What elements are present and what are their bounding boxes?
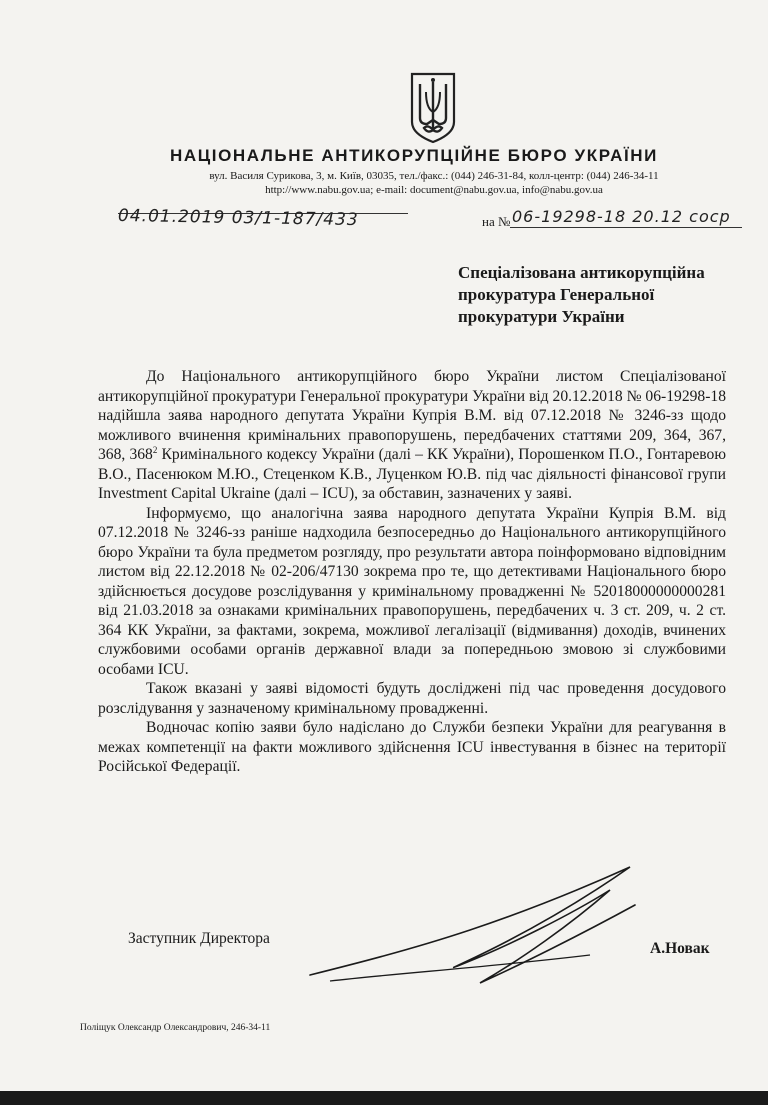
paragraph-text: До Національного антикорупційного бюро України листом Спеціалізованої антикорупційної прокуратури Генеральної прокуратури України від 20.12.2018 № 06-19298-18 надійшла заява народного депутата України Купрія В.М. від 07.12.2018 № 3246-зз щодо можливого вчинення кримінальних правопорушень, передбачених статтями 209, 364, 367, 368, 368	[98, 368, 726, 463]
reply-number-handwritten: 06-19298-18 20.12 соср	[512, 207, 731, 226]
addressee-line: прокуратури України	[458, 307, 625, 326]
body-paragraph: Також вказані у заяві відомості будуть досліджені під час проведення досудового розслідування у зазначеному кримінальному провадженні.	[98, 680, 726, 717]
reply-number-label: на №	[482, 214, 511, 229]
handwritten-signature	[290, 855, 650, 1005]
body-paragraph	[98, 367, 726, 504]
addressee-line: Спеціалізована антикорупційна	[458, 263, 705, 282]
letter-body	[98, 367, 726, 777]
paragraph-text: Кримінального кодексу України (далі – КК України), Порошенком П.О., Гонтаревою В.О., Пасенюком М.Ю., Стеценком К.В., Луценком Ю.В. під час діяльності фінансової групи Investment Capital Ukraine (далі – ICU), за обставин, зазначених у заяві.	[98, 446, 726, 502]
body-paragraph: Водночас копію заяви було надіслано до Служби безпеки України для реагування в межах компетенції на факти можливого здійснення ICU інвестування в бізнес на території Російської Федерації.	[98, 719, 726, 775]
addressee-block	[458, 262, 758, 328]
outgoing-number-handwritten: 04.01.2019 03/1-187/433	[117, 205, 359, 231]
executor-info: Поліщук Олександр Олександрович, 246-34-11	[80, 1023, 271, 1033]
organization-address	[0, 169, 768, 197]
body-paragraph: Інформуємо, що аналогічна заява народного депутата України Купрія В.М. від 07.12.2018 № 3246-зз раніше надходила безпосередньо до Національного антикорупційного бюро України та була предметом розгляду, про результати автора поінформовано відповідним листом від 22.12.2018 № 02-206/47130 зокрема про те, що детективами Національного бюро здійснюється досудове розслідування у кримінальному провадженні № 52018000000000281 від 21.03.2018 за ознаками кримінальних правопорушень, передбачених ч. 3 ст. 209, ч. 2 ст. 364 КК України, за фактами, зокрема, можливої легалізації (відмивання) доходів, вчинених службовими особами органів державної влади за попередньою змовою зі службовими особами ICU.	[98, 504, 726, 678]
superscript: 2	[152, 444, 158, 455]
organization-name: НАЦІОНАЛЬНЕ АНТИКОРУПЦІЙНЕ БЮРО УКРАЇНИ	[170, 146, 658, 165]
signer-name: А.Новак	[650, 940, 710, 957]
addressee-line: прокуратура Генеральної	[458, 285, 655, 304]
contact-line: http://www.nabu.gov.ua; e-mail: document@nabu.gov.ua, info@nabu.gov.ua	[265, 184, 603, 196]
signer-title: Заступник Директора	[128, 930, 270, 947]
address-line: вул. Василя Сурикова, 3, м. Київ, 03035, тел./факс.: (044) 246-31-84, колл-центр: (044) 246-34-11	[209, 170, 659, 182]
reply-number-line	[510, 227, 742, 228]
trident-emblem-icon	[408, 72, 458, 144]
